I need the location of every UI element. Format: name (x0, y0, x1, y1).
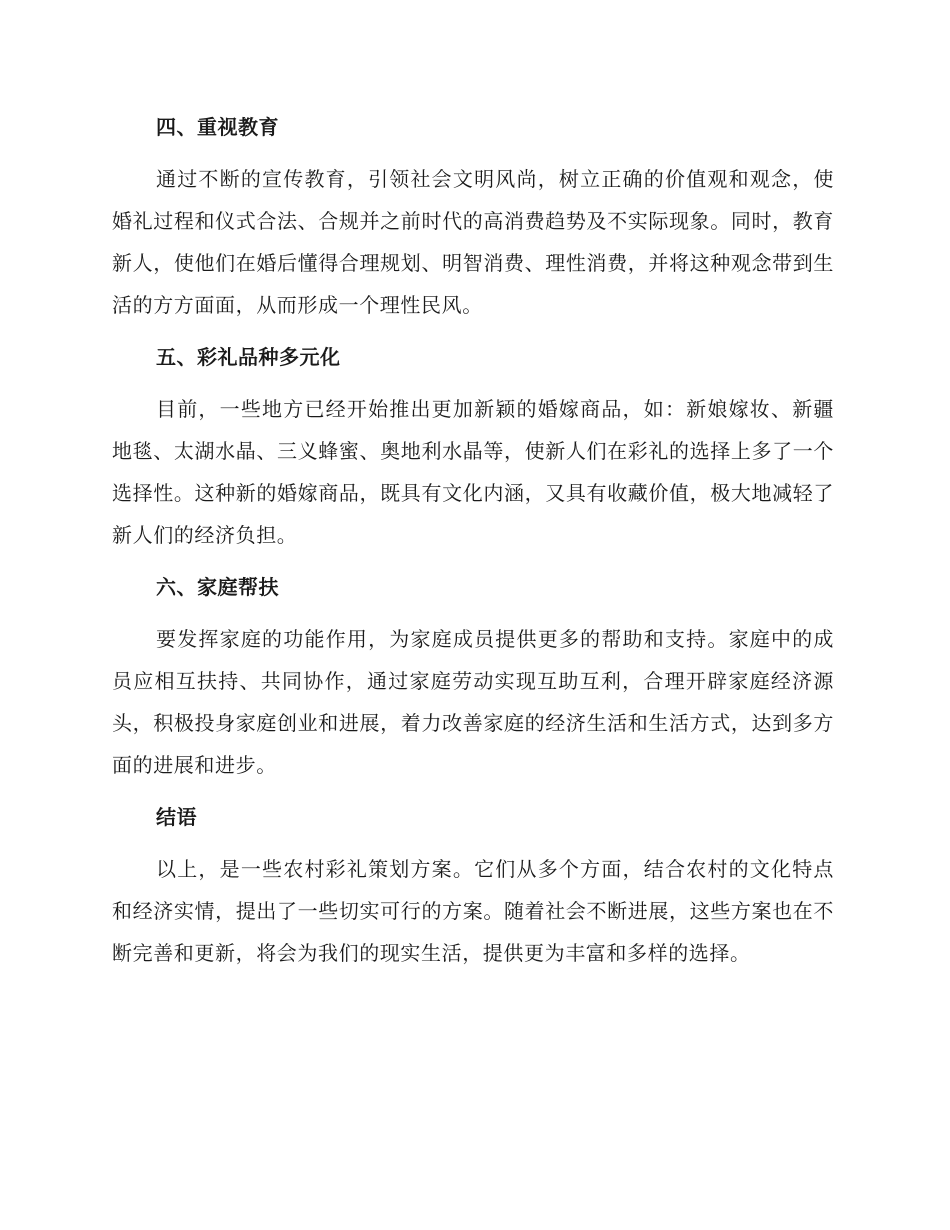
section-paragraph: 要发挥家庭的功能作用，为家庭成员提供更多的帮助和支持。家庭中的成员应相互扶持、共同协作，通过家庭劳动实现互助互利，合理开辟家庭经济源头，积极投身家庭创业和进展，着力改善家庭的经济生活和生活方式，达到多方面的进展和进步。 (112, 627, 834, 777)
section-heading: 结语 (156, 805, 197, 829)
section-paragraph: 通过不断的宣传教育，引领社会文明风尚，树立正确的价值观和观念，使婚礼过程和仪式合法、合规并之前时代的高消费趋势及不实际现象。同时，教育新人，使他们在婚后懂得合理规划、明智消费、理性消费，并将这种观念带到生活的方方面面，从而形成一个理性民风。 (112, 167, 834, 317)
section-betrothal-gift-variety (112, 338, 834, 556)
section-family-support (112, 568, 834, 786)
section-paragraph: 目前，一些地方已经开始推出更加新颖的婚嫁商品，如：新娘嫁妆、新疆地毯、太湖水晶、三义蜂蜜、奥地利水晶等，使新人们在彩礼的选择上多了一个选择性。这种新的婚嫁商品，既具有文化内涵，又具有收藏价值，极大地减轻了新人们的经济负担。 (112, 397, 834, 547)
section-conclusion (112, 798, 834, 974)
section-heading: 六、家庭帮扶 (156, 575, 279, 599)
section-heading: 四、重视教育 (156, 115, 279, 139)
section-education (112, 108, 834, 326)
section-heading: 五、彩礼品种多元化 (156, 345, 341, 369)
document-page (112, 108, 834, 986)
section-paragraph: 以上，是一些农村彩礼策划方案。它们从多个方面，结合农村的文化特点和经济实情，提出了一些切实可行的方案。随着社会不断进展，这些方案也在不断完善和更新，将会为我们的现实生活，提供更为丰富和多样的选择。 (112, 857, 834, 965)
